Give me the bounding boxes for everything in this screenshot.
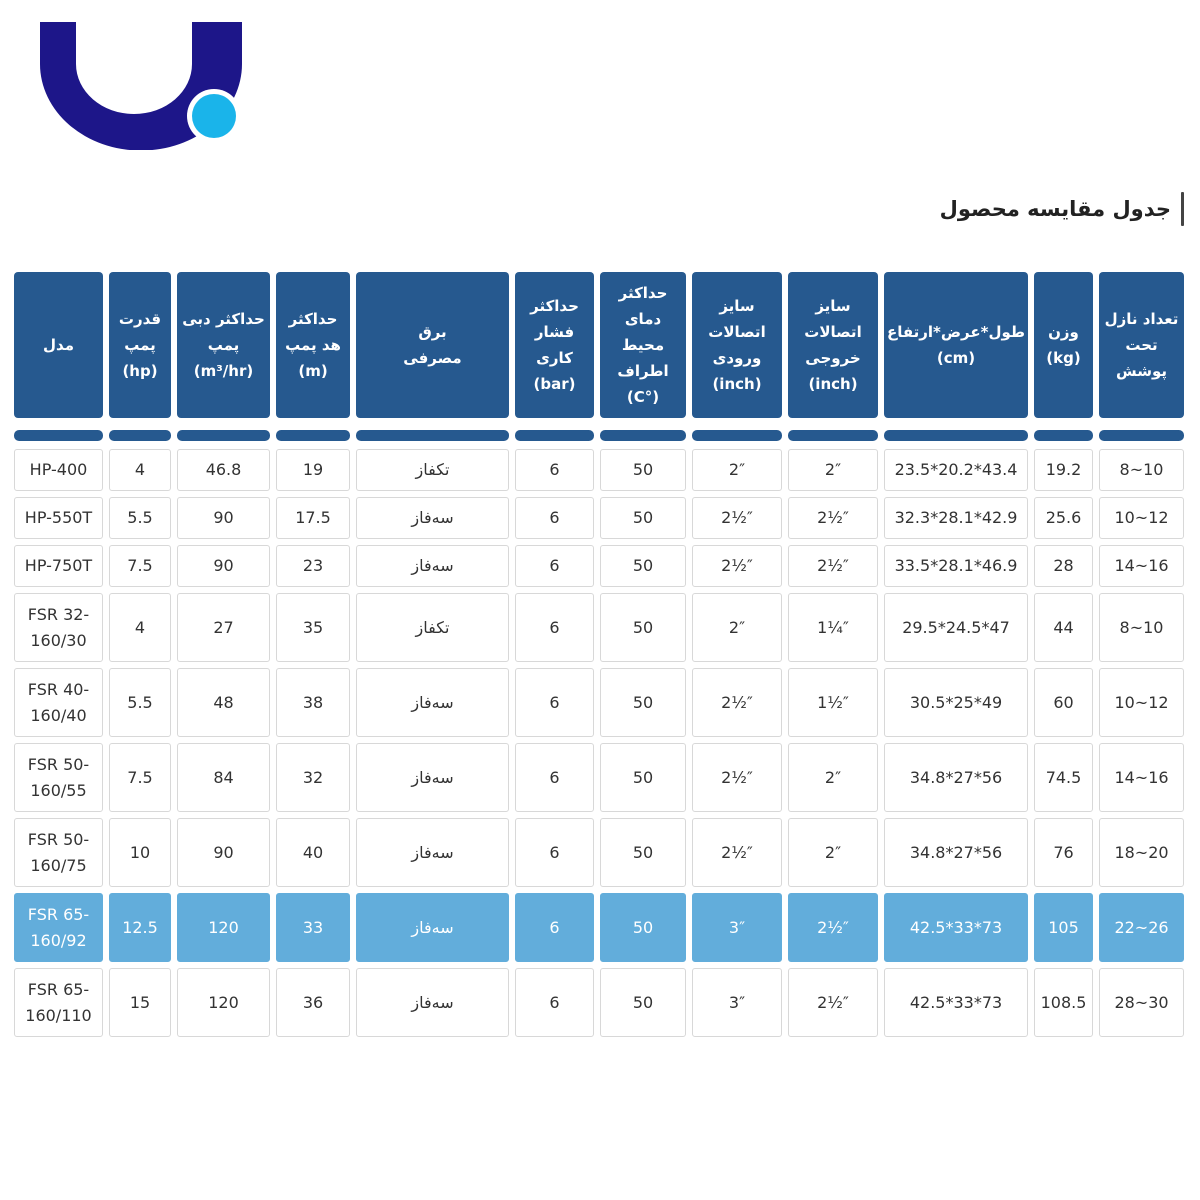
cell-head: 40 <box>276 818 350 887</box>
cell-model: FSR 32- 160/30 <box>14 593 103 662</box>
table-header-row <box>12 272 1184 418</box>
logo-mark-icon <box>38 20 248 150</box>
cell-power: سه‌فاز <box>356 968 509 1037</box>
cell-weight: 28 <box>1034 545 1093 587</box>
table-row <box>12 743 1184 812</box>
cell-head: 35 <box>276 593 350 662</box>
cell-power: سه‌فاز <box>356 818 509 887</box>
cell-outlet: 2½″ <box>788 968 878 1037</box>
header-divider-band <box>12 430 1184 441</box>
cell-inlet: 3″ <box>692 893 782 962</box>
cell-pressure: 6 <box>515 545 594 587</box>
cell-outlet: 2½″ <box>788 497 878 539</box>
cell-pressure: 6 <box>515 893 594 962</box>
cell-flow: 120 <box>177 893 270 962</box>
cell-head: 36 <box>276 968 350 1037</box>
cell-temp: 50 <box>600 593 686 662</box>
band-segment <box>177 430 270 441</box>
header-pressure: حداکثر فشار کاری (bar) <box>515 272 594 418</box>
cell-nozzles: 14~16 <box>1099 545 1184 587</box>
cell-temp: 50 <box>600 497 686 539</box>
cell-temp: 50 <box>600 743 686 812</box>
cell-temp: 50 <box>600 893 686 962</box>
cell-power: سه‌فاز <box>356 743 509 812</box>
cell-weight: 108.5 <box>1034 968 1093 1037</box>
cell-nozzles: 14~16 <box>1099 743 1184 812</box>
cell-temp: 50 <box>600 449 686 491</box>
cell-inlet: 3″ <box>692 968 782 1037</box>
header-hp: قدرت پمپ (hp) <box>109 272 171 418</box>
band-segment <box>1034 430 1093 441</box>
cell-flow: 90 <box>177 818 270 887</box>
cell-nozzles: 8~10 <box>1099 449 1184 491</box>
cell-pressure: 6 <box>515 449 594 491</box>
cell-flow: 90 <box>177 497 270 539</box>
band-segment <box>884 430 1028 441</box>
cell-model: HP-750T <box>14 545 103 587</box>
cell-inlet: 2½″ <box>692 818 782 887</box>
cell-power: تکفاز <box>356 449 509 491</box>
cell-outlet: 1½″ <box>788 668 878 737</box>
table-row <box>12 818 1184 887</box>
cell-hp: 7.5 <box>109 743 171 812</box>
cell-outlet: 2″ <box>788 818 878 887</box>
cell-inlet: 2½″ <box>692 545 782 587</box>
cell-flow: 84 <box>177 743 270 812</box>
cell-hp: 5.5 <box>109 497 171 539</box>
cell-weight: 44 <box>1034 593 1093 662</box>
cell-model: FSR 40- 160/40 <box>14 668 103 737</box>
cell-model: FSR 50- 160/55 <box>14 743 103 812</box>
table-body <box>12 449 1184 1037</box>
band-segment <box>109 430 171 441</box>
cell-power: سه‌فاز <box>356 893 509 962</box>
cell-dims: 42.5*33*73 <box>884 968 1028 1037</box>
cell-pressure: 6 <box>515 593 594 662</box>
header-nozzles: تعداد نازل تحت پوشش <box>1099 272 1184 418</box>
cell-head: 17.5 <box>276 497 350 539</box>
cell-pressure: 6 <box>515 968 594 1037</box>
cell-dims: 30.5*25*49 <box>884 668 1028 737</box>
cell-head: 38 <box>276 668 350 737</box>
cell-flow: 90 <box>177 545 270 587</box>
cell-outlet: 2″ <box>788 743 878 812</box>
cell-flow: 48 <box>177 668 270 737</box>
comparison-table <box>12 272 1184 1037</box>
cell-dims: 23.5*20.2*43.4 <box>884 449 1028 491</box>
cell-dims: 34.8*27*56 <box>884 743 1028 812</box>
cell-outlet: 2″ <box>788 449 878 491</box>
band-segment <box>276 430 350 441</box>
table-row <box>12 449 1184 491</box>
cell-weight: 74.5 <box>1034 743 1093 812</box>
cell-nozzles: 8~10 <box>1099 593 1184 662</box>
cell-pressure: 6 <box>515 818 594 887</box>
cell-weight: 25.6 <box>1034 497 1093 539</box>
cell-nozzles: 10~12 <box>1099 497 1184 539</box>
cell-pressure: 6 <box>515 497 594 539</box>
table-row-highlighted <box>12 893 1184 962</box>
cell-flow: 27 <box>177 593 270 662</box>
cell-model: FSR 50- 160/75 <box>14 818 103 887</box>
cell-outlet: 1¼″ <box>788 593 878 662</box>
band-segment <box>788 430 878 441</box>
cell-weight: 19.2 <box>1034 449 1093 491</box>
cell-hp: 10 <box>109 818 171 887</box>
cell-pressure: 6 <box>515 743 594 812</box>
table-row <box>12 497 1184 539</box>
cell-nozzles: 28~30 <box>1099 968 1184 1037</box>
cell-inlet: 2½″ <box>692 743 782 812</box>
cell-hp: 7.5 <box>109 545 171 587</box>
cell-model: HP-550T <box>14 497 103 539</box>
band-segment <box>356 430 509 441</box>
cell-inlet: 2″ <box>692 593 782 662</box>
cell-nozzles: 18~20 <box>1099 818 1184 887</box>
cell-head: 19 <box>276 449 350 491</box>
brand-logo <box>38 20 248 150</box>
table-row <box>12 668 1184 737</box>
band-segment <box>14 430 103 441</box>
cell-hp: 12.5 <box>109 893 171 962</box>
band-segment <box>1099 430 1184 441</box>
table-row <box>12 593 1184 662</box>
band-segment <box>600 430 686 441</box>
cell-dims: 29.5*24.5*47 <box>884 593 1028 662</box>
cell-dims: 34.8*27*56 <box>884 818 1028 887</box>
title-block <box>940 192 1184 226</box>
cell-inlet: 2½″ <box>692 668 782 737</box>
cell-model: HP-400 <box>14 449 103 491</box>
cell-inlet: 2″ <box>692 449 782 491</box>
cell-nozzles: 10~12 <box>1099 668 1184 737</box>
cell-temp: 50 <box>600 818 686 887</box>
cell-power: سه‌فاز <box>356 545 509 587</box>
cell-head: 23 <box>276 545 350 587</box>
header-dims: طول*عرض*ارتفاع (cm) <box>884 272 1028 418</box>
cell-outlet: 2½″ <box>788 545 878 587</box>
cell-pressure: 6 <box>515 668 594 737</box>
cell-hp: 4 <box>109 449 171 491</box>
header-power: برق مصرفی <box>356 272 509 418</box>
cell-outlet: 2½″ <box>788 893 878 962</box>
cell-dims: 32.3*28.1*42.9 <box>884 497 1028 539</box>
cell-hp: 5.5 <box>109 668 171 737</box>
cell-temp: 50 <box>600 668 686 737</box>
cell-flow: 46.8 <box>177 449 270 491</box>
cell-model: FSR 65- 160/92 <box>14 893 103 962</box>
cell-temp: 50 <box>600 968 686 1037</box>
table-row <box>12 545 1184 587</box>
header-head: حداکثر هد پمپ (m) <box>276 272 350 418</box>
cell-weight: 76 <box>1034 818 1093 887</box>
cell-model: FSR 65- 160/110 <box>14 968 103 1037</box>
cell-power: سه‌فاز <box>356 497 509 539</box>
page-title: جدول مقایسه محصول <box>939 197 1171 221</box>
cell-hp: 4 <box>109 593 171 662</box>
cell-weight: 105 <box>1034 893 1093 962</box>
table-row <box>12 968 1184 1037</box>
cell-dims: 42.5*33*73 <box>884 893 1028 962</box>
cell-head: 33 <box>276 893 350 962</box>
cell-weight: 60 <box>1034 668 1093 737</box>
cell-flow: 120 <box>177 968 270 1037</box>
cell-dims: 33.5*28.1*46.9 <box>884 545 1028 587</box>
cell-temp: 50 <box>600 545 686 587</box>
cell-inlet: 2½″ <box>692 497 782 539</box>
band-segment <box>515 430 594 441</box>
header-flow: حداکثر دبی پمپ (m³/hr) <box>177 272 270 418</box>
cell-power: تکفاز <box>356 593 509 662</box>
header-outlet: سایز اتصالات خروجی (inch) <box>788 272 878 418</box>
header-weight: وزن (kg) <box>1034 272 1093 418</box>
title-accent-bar <box>1181 192 1184 226</box>
band-segment <box>692 430 782 441</box>
cell-hp: 15 <box>109 968 171 1037</box>
cell-power: سه‌فاز <box>356 668 509 737</box>
header-temp: حداکثر دمای محیط اطراف (°C) <box>600 272 686 418</box>
header-model: مدل <box>14 272 103 418</box>
cell-head: 32 <box>276 743 350 812</box>
cell-nozzles: 22~26 <box>1099 893 1184 962</box>
header-inlet: سایز اتصالات ورودی (inch) <box>692 272 782 418</box>
